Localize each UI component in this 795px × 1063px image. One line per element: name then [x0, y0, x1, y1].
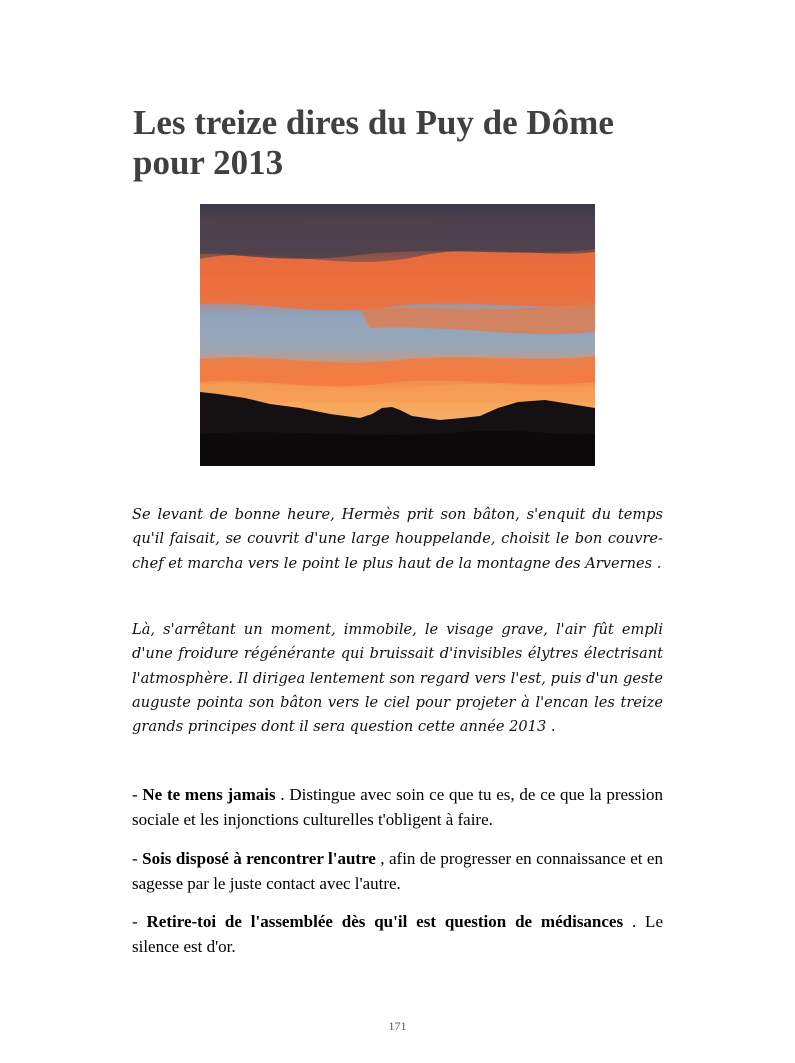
- intro-paragraph-2: Là, s'arrêtant un moment, immobile, le visage grave, l'air fût empli d'une froidure régénérante qui bruissait d'invisibles élytres électrisant l'atmosphère. Il dirigea lentement son regard vers l'est, puis d'un geste auguste pointa son bâton vers le ciel pour projeter à l'encan les treize grands principes dont il sera question cette année 2013 .: [132, 621, 663, 736]
- dire-title: Sois disposé à rencontrer l'autre: [142, 849, 376, 868]
- dire-prefix: -: [132, 849, 143, 868]
- sunset-mountain-photo: [200, 204, 595, 466]
- page-number: 171: [388, 1019, 407, 1033]
- dire-text: . Distingue avec soin ce que tu es, de ce que la pression sociale et les injonctions culturelles t'obligent à faire.: [132, 785, 663, 829]
- dire-item: [132, 909, 663, 959]
- dire-text: , afin de progresser en connaissance et en sagesse par le juste contact avec l'autre.: [132, 849, 663, 893]
- dire-text: . Le silence est d'or.: [132, 912, 663, 956]
- dire-prefix: -: [132, 785, 143, 804]
- page-title: Les treize dires du Puy de Dôme pour 2013: [133, 103, 614, 182]
- dire-prefix: -: [132, 912, 147, 931]
- intro-paragraph-1: Se levant de bonne heure, Hermès prit son bâton, s'enquit du temps qu'il faisait, se couvrit d'une large houppelande, choisit le bon couvre-chef et marcha vers le point le plus haut de la montagne des Arvernes .: [132, 506, 663, 572]
- dire-item: [132, 846, 663, 896]
- dire-title: Ne te mens jamais: [142, 785, 276, 804]
- dire-title: Retire-toi de l'assemblée dès qu'il est question de médisances: [146, 912, 624, 931]
- dire-item: [132, 782, 663, 832]
